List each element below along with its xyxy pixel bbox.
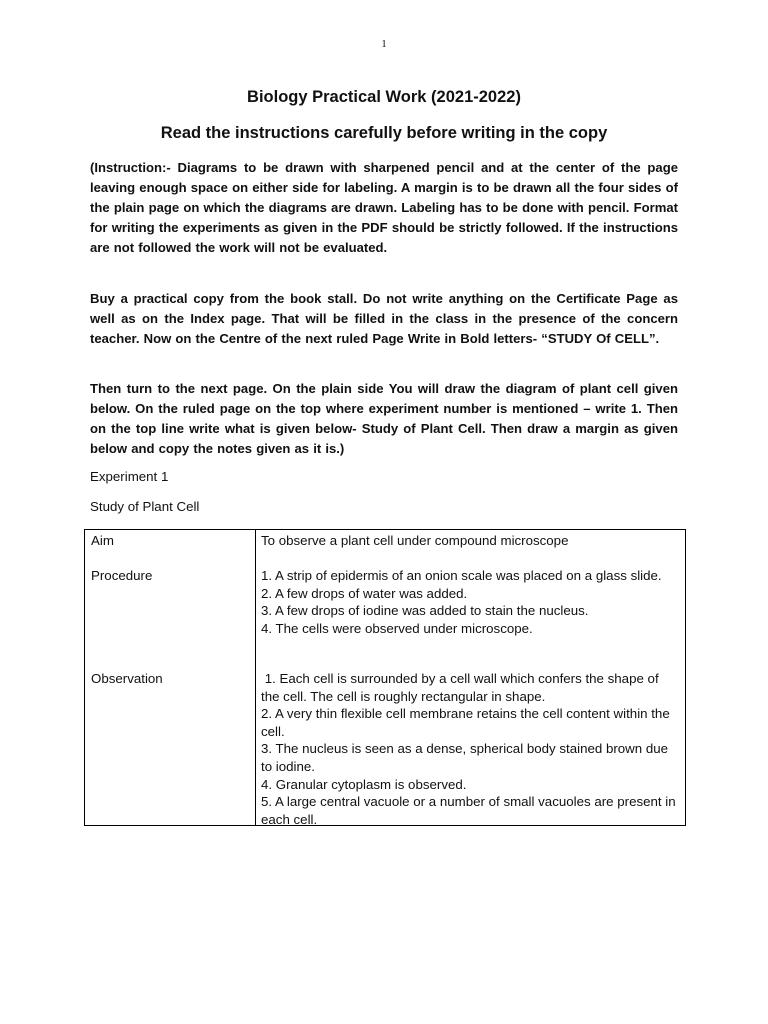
experiment-number: Experiment 1 [90,469,169,484]
table-column-divider [255,530,256,825]
aim-text: To observe a plant cell under compound microscope [261,533,569,548]
observation-steps [261,670,679,828]
document-title: Biology Practical Work (2021-2022) [247,88,521,106]
procedure-label: Procedure [91,568,153,583]
observation-step: 5. A large central vacuole or a number of small vacuoles are present in each cell. [261,794,676,827]
experiment-name: Study of Plant Cell [90,499,200,514]
procedure-step: 2. A few drops of water was added. [261,585,468,601]
procedure-steps [261,567,679,637]
page-number: 1 [381,38,387,50]
instruction-paragraph: (Instruction:- Diagrams to be drawn with sharpened pencil and at the center of the page leaving enough space on either side for labeling. A margin is to be drawn all the four sides of the plain page on which the diagrams are drawn. Labeling has to be done with pencil. Format for writing the experiments as given in the PDF should be strictly followed. If the instructions are not followed the work will not be evaluated. [90,160,678,255]
experiment-table [84,529,686,826]
observation-step: 3. The nucleus is seen as a dense, spherical body stained brown due to iodine. [261,741,669,774]
procedure-step: 1. A strip of epidermis of an onion scale was placed on a glass slide. [261,568,662,583]
observation-step: 1. Each cell is surrounded by a cell wall which confers the shape of the cell. The cell is roughly rectangular in shape. [261,671,663,704]
buy-copy-paragraph: Buy a practical copy from the book stall. Do not write anything on the Certificate Page as well as on the Index page. That will be filled in the class in the presence of the concern teacher. Now on the Centre of the next ruled Page Write in Bold letters- “STUDY Of CELL”. [90,291,678,346]
procedure-step: 3. A few drops of iodine was added to stain the nucleus. [261,603,589,619]
aim-label: Aim [91,533,114,548]
observation-step: 4. Granular cytoplasm is observed. [261,776,467,792]
next-page-paragraph: Then turn to the next page. On the plain side You will draw the diagram of plant cell given below. On the ruled page on the top where experiment number is mentioned – write 1. Then on the top line write what is given below- Study of Plant Cell. Then draw a margin as given below and copy the notes given as it is.) [90,381,678,456]
document-subtitle: Read the instructions carefully before writing in the copy [160,124,608,142]
observation-step: 2. A very thin flexible cell membrane retains the cell content within the cell. [261,706,670,739]
observation-label: Observation [91,671,163,686]
procedure-step: 4. The cells were observed under microscope. [261,620,533,636]
